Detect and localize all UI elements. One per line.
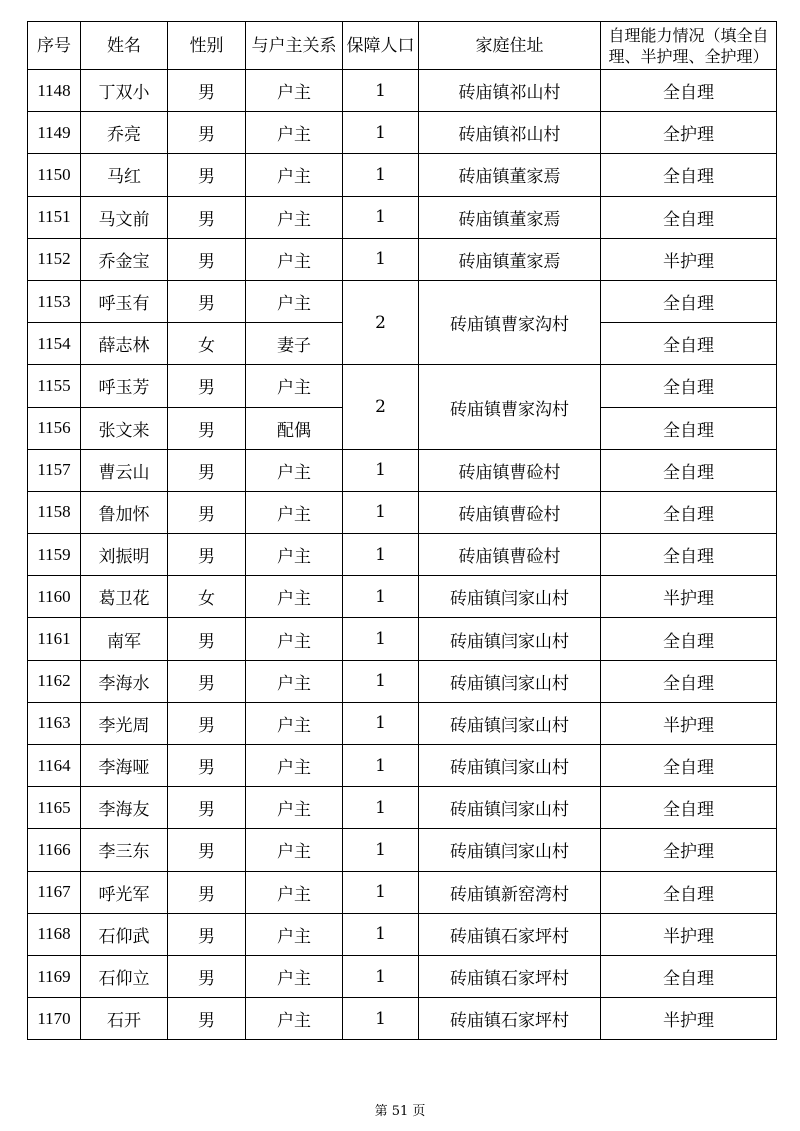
cell-ability: 全自理 xyxy=(601,745,777,787)
cell-population: 1 xyxy=(343,702,419,744)
cell-relation: 妻子 xyxy=(246,323,343,365)
cell-name: 呼玉有 xyxy=(81,280,168,322)
cell-name: 李三东 xyxy=(81,829,168,871)
cell-address: 砖庙镇董家焉 xyxy=(419,196,601,238)
cell-gender: 男 xyxy=(168,112,246,154)
cell-gender: 女 xyxy=(168,323,246,365)
table-row xyxy=(28,154,777,196)
cell-ability: 全自理 xyxy=(601,534,777,576)
cell-address: 砖庙镇闫家山村 xyxy=(419,618,601,660)
cell-no: 1169 xyxy=(28,955,81,997)
cell-gender: 男 xyxy=(168,913,246,955)
table-row xyxy=(28,660,777,702)
cell-population: 1 xyxy=(343,745,419,787)
header-address: 家庭住址 xyxy=(419,22,601,70)
cell-no: 1170 xyxy=(28,998,81,1040)
cell-no: 1150 xyxy=(28,154,81,196)
cell-gender: 男 xyxy=(168,660,246,702)
cell-population: 1 xyxy=(343,871,419,913)
cell-name: 葛卫花 xyxy=(81,576,168,618)
cell-name: 石仰武 xyxy=(81,913,168,955)
cell-ability: 全自理 xyxy=(601,491,777,533)
cell-gender: 男 xyxy=(168,491,246,533)
cell-ability: 半护理 xyxy=(601,998,777,1040)
cell-ability: 全自理 xyxy=(601,871,777,913)
cell-ability: 半护理 xyxy=(601,913,777,955)
cell-name: 李海哑 xyxy=(81,745,168,787)
cell-gender: 男 xyxy=(168,196,246,238)
cell-gender: 男 xyxy=(168,787,246,829)
cell-population: 1 xyxy=(343,112,419,154)
cell-no: 1163 xyxy=(28,702,81,744)
cell-address: 砖庙镇曹硷村 xyxy=(419,449,601,491)
cell-ability: 全自理 xyxy=(601,407,777,449)
cell-name: 石仰立 xyxy=(81,955,168,997)
cell-relation: 户主 xyxy=(246,112,343,154)
cell-population: 1 xyxy=(343,576,419,618)
cell-relation: 户主 xyxy=(246,238,343,280)
cell-relation: 户主 xyxy=(246,70,343,112)
cell-population: 1 xyxy=(343,70,419,112)
cell-no: 1165 xyxy=(28,787,81,829)
cell-ability: 全自理 xyxy=(601,660,777,702)
cell-name: 张文来 xyxy=(81,407,168,449)
cell-name: 马红 xyxy=(81,154,168,196)
roster-table xyxy=(27,21,777,1040)
cell-ability: 半护理 xyxy=(601,576,777,618)
cell-population: 1 xyxy=(343,660,419,702)
cell-population: 1 xyxy=(343,955,419,997)
cell-address: 砖庙镇祁山村 xyxy=(419,112,601,154)
cell-relation: 户主 xyxy=(246,196,343,238)
cell-relation: 户主 xyxy=(246,534,343,576)
cell-population: 1 xyxy=(343,998,419,1040)
cell-no: 1166 xyxy=(28,829,81,871)
cell-no: 1155 xyxy=(28,365,81,407)
cell-gender: 男 xyxy=(168,280,246,322)
cell-name: 李光周 xyxy=(81,702,168,744)
cell-gender: 女 xyxy=(168,576,246,618)
cell-no: 1167 xyxy=(28,871,81,913)
cell-address: 砖庙镇祁山村 xyxy=(419,70,601,112)
cell-name: 乔金宝 xyxy=(81,238,168,280)
cell-no: 1168 xyxy=(28,913,81,955)
table-row xyxy=(28,238,777,280)
cell-address: 砖庙镇新窑湾村 xyxy=(419,871,601,913)
cell-address: 砖庙镇闫家山村 xyxy=(419,787,601,829)
cell-no: 1153 xyxy=(28,280,81,322)
cell-no: 1148 xyxy=(28,70,81,112)
cell-relation: 户主 xyxy=(246,787,343,829)
cell-relation: 户主 xyxy=(246,576,343,618)
cell-name: 呼玉芳 xyxy=(81,365,168,407)
cell-ability: 全自理 xyxy=(601,70,777,112)
table-row xyxy=(28,449,777,491)
cell-relation: 户主 xyxy=(246,154,343,196)
cell-relation: 户主 xyxy=(246,955,343,997)
cell-relation: 户主 xyxy=(246,365,343,407)
cell-gender: 男 xyxy=(168,829,246,871)
cell-ability: 全自理 xyxy=(601,323,777,365)
cell-address: 砖庙镇闫家山村 xyxy=(419,660,601,702)
cell-ability: 全自理 xyxy=(601,955,777,997)
table-row xyxy=(28,913,777,955)
cell-name: 曹云山 xyxy=(81,449,168,491)
cell-gender: 男 xyxy=(168,998,246,1040)
header-no: 序号 xyxy=(28,22,81,70)
cell-population: 1 xyxy=(343,449,419,491)
cell-population: 1 xyxy=(343,491,419,533)
cell-relation: 户主 xyxy=(246,829,343,871)
table-row xyxy=(28,70,777,112)
cell-gender: 男 xyxy=(168,534,246,576)
cell-population: 1 xyxy=(343,913,419,955)
cell-gender: 男 xyxy=(168,70,246,112)
cell-no: 1149 xyxy=(28,112,81,154)
cell-gender: 男 xyxy=(168,154,246,196)
cell-address: 砖庙镇闫家山村 xyxy=(419,829,601,871)
cell-population: 1 xyxy=(343,829,419,871)
header-ability: 自理能力情况（填全自理、半护理、全护理） xyxy=(601,22,777,70)
cell-population: 1 xyxy=(343,787,419,829)
cell-address: 砖庙镇董家焉 xyxy=(419,154,601,196)
table-row xyxy=(28,112,777,154)
table-row xyxy=(28,576,777,618)
cell-no: 1160 xyxy=(28,576,81,618)
cell-name: 李海水 xyxy=(81,660,168,702)
table-row xyxy=(28,829,777,871)
cell-ability: 全自理 xyxy=(601,280,777,322)
cell-address: 砖庙镇闫家山村 xyxy=(419,702,601,744)
header-row xyxy=(28,22,777,70)
cell-no: 1164 xyxy=(28,745,81,787)
cell-address: 砖庙镇董家焉 xyxy=(419,238,601,280)
header-gender: 性别 xyxy=(168,22,246,70)
cell-relation: 户主 xyxy=(246,660,343,702)
cell-gender: 男 xyxy=(168,745,246,787)
cell-name: 马文前 xyxy=(81,196,168,238)
cell-gender: 男 xyxy=(168,449,246,491)
cell-relation: 户主 xyxy=(246,913,343,955)
cell-no: 1151 xyxy=(28,196,81,238)
table-row xyxy=(28,280,777,322)
cell-ability: 半护理 xyxy=(601,238,777,280)
table-row xyxy=(28,534,777,576)
cell-address: 砖庙镇石家坪村 xyxy=(419,955,601,997)
cell-relation: 户主 xyxy=(246,618,343,660)
cell-address: 砖庙镇闫家山村 xyxy=(419,745,601,787)
table-row xyxy=(28,196,777,238)
cell-name: 李海友 xyxy=(81,787,168,829)
cell-address: 砖庙镇曹家沟村 xyxy=(419,280,601,364)
table-row xyxy=(28,702,777,744)
cell-gender: 男 xyxy=(168,702,246,744)
cell-name: 呼光军 xyxy=(81,871,168,913)
table-row xyxy=(28,491,777,533)
cell-ability: 全自理 xyxy=(601,365,777,407)
cell-population: 1 xyxy=(343,154,419,196)
cell-ability: 全护理 xyxy=(601,112,777,154)
cell-ability: 全自理 xyxy=(601,196,777,238)
cell-gender: 男 xyxy=(168,407,246,449)
cell-address: 砖庙镇石家坪村 xyxy=(419,913,601,955)
cell-name: 石开 xyxy=(81,998,168,1040)
table-row xyxy=(28,955,777,997)
cell-address: 砖庙镇曹硷村 xyxy=(419,534,601,576)
cell-address: 砖庙镇曹硷村 xyxy=(419,491,601,533)
cell-no: 1157 xyxy=(28,449,81,491)
cell-gender: 男 xyxy=(168,955,246,997)
cell-ability: 全自理 xyxy=(601,618,777,660)
cell-no: 1162 xyxy=(28,660,81,702)
cell-no: 1154 xyxy=(28,323,81,365)
table-row xyxy=(28,871,777,913)
cell-gender: 男 xyxy=(168,365,246,407)
cell-no: 1161 xyxy=(28,618,81,660)
cell-relation: 户主 xyxy=(246,491,343,533)
cell-gender: 男 xyxy=(168,871,246,913)
cell-address: 砖庙镇闫家山村 xyxy=(419,576,601,618)
cell-address: 砖庙镇曹家沟村 xyxy=(419,365,601,449)
cell-population: 1 xyxy=(343,238,419,280)
table-row xyxy=(28,365,777,407)
cell-relation: 户主 xyxy=(246,871,343,913)
cell-population: 1 xyxy=(343,534,419,576)
header-name: 姓名 xyxy=(81,22,168,70)
roster-body xyxy=(28,70,777,1040)
cell-ability: 半护理 xyxy=(601,702,777,744)
cell-no: 1158 xyxy=(28,491,81,533)
cell-population: 1 xyxy=(343,618,419,660)
cell-population: 2 xyxy=(343,280,419,364)
cell-relation: 户主 xyxy=(246,702,343,744)
cell-relation: 配偶 xyxy=(246,407,343,449)
cell-relation: 户主 xyxy=(246,998,343,1040)
cell-population: 2 xyxy=(343,365,419,449)
table-row xyxy=(28,998,777,1040)
header-relation: 与户主关系 xyxy=(246,22,343,70)
cell-name: 鲁加怀 xyxy=(81,491,168,533)
cell-ability: 全自理 xyxy=(601,154,777,196)
cell-ability: 全自理 xyxy=(601,449,777,491)
table-row xyxy=(28,745,777,787)
cell-name: 乔亮 xyxy=(81,112,168,154)
cell-no: 1156 xyxy=(28,407,81,449)
cell-gender: 男 xyxy=(168,618,246,660)
header-population: 保障人口 xyxy=(343,22,419,70)
cell-no: 1152 xyxy=(28,238,81,280)
cell-ability: 全自理 xyxy=(601,787,777,829)
table-row xyxy=(28,618,777,660)
cell-name: 刘振明 xyxy=(81,534,168,576)
cell-relation: 户主 xyxy=(246,449,343,491)
cell-address: 砖庙镇石家坪村 xyxy=(419,998,601,1040)
table-row xyxy=(28,787,777,829)
cell-name: 南军 xyxy=(81,618,168,660)
cell-population: 1 xyxy=(343,196,419,238)
cell-no: 1159 xyxy=(28,534,81,576)
cell-relation: 户主 xyxy=(246,745,343,787)
cell-relation: 户主 xyxy=(246,280,343,322)
cell-name: 丁双小 xyxy=(81,70,168,112)
cell-gender: 男 xyxy=(168,238,246,280)
cell-name: 薛志林 xyxy=(81,323,168,365)
cell-ability: 全护理 xyxy=(601,829,777,871)
page-number: 第 51 页 xyxy=(374,1104,426,1119)
